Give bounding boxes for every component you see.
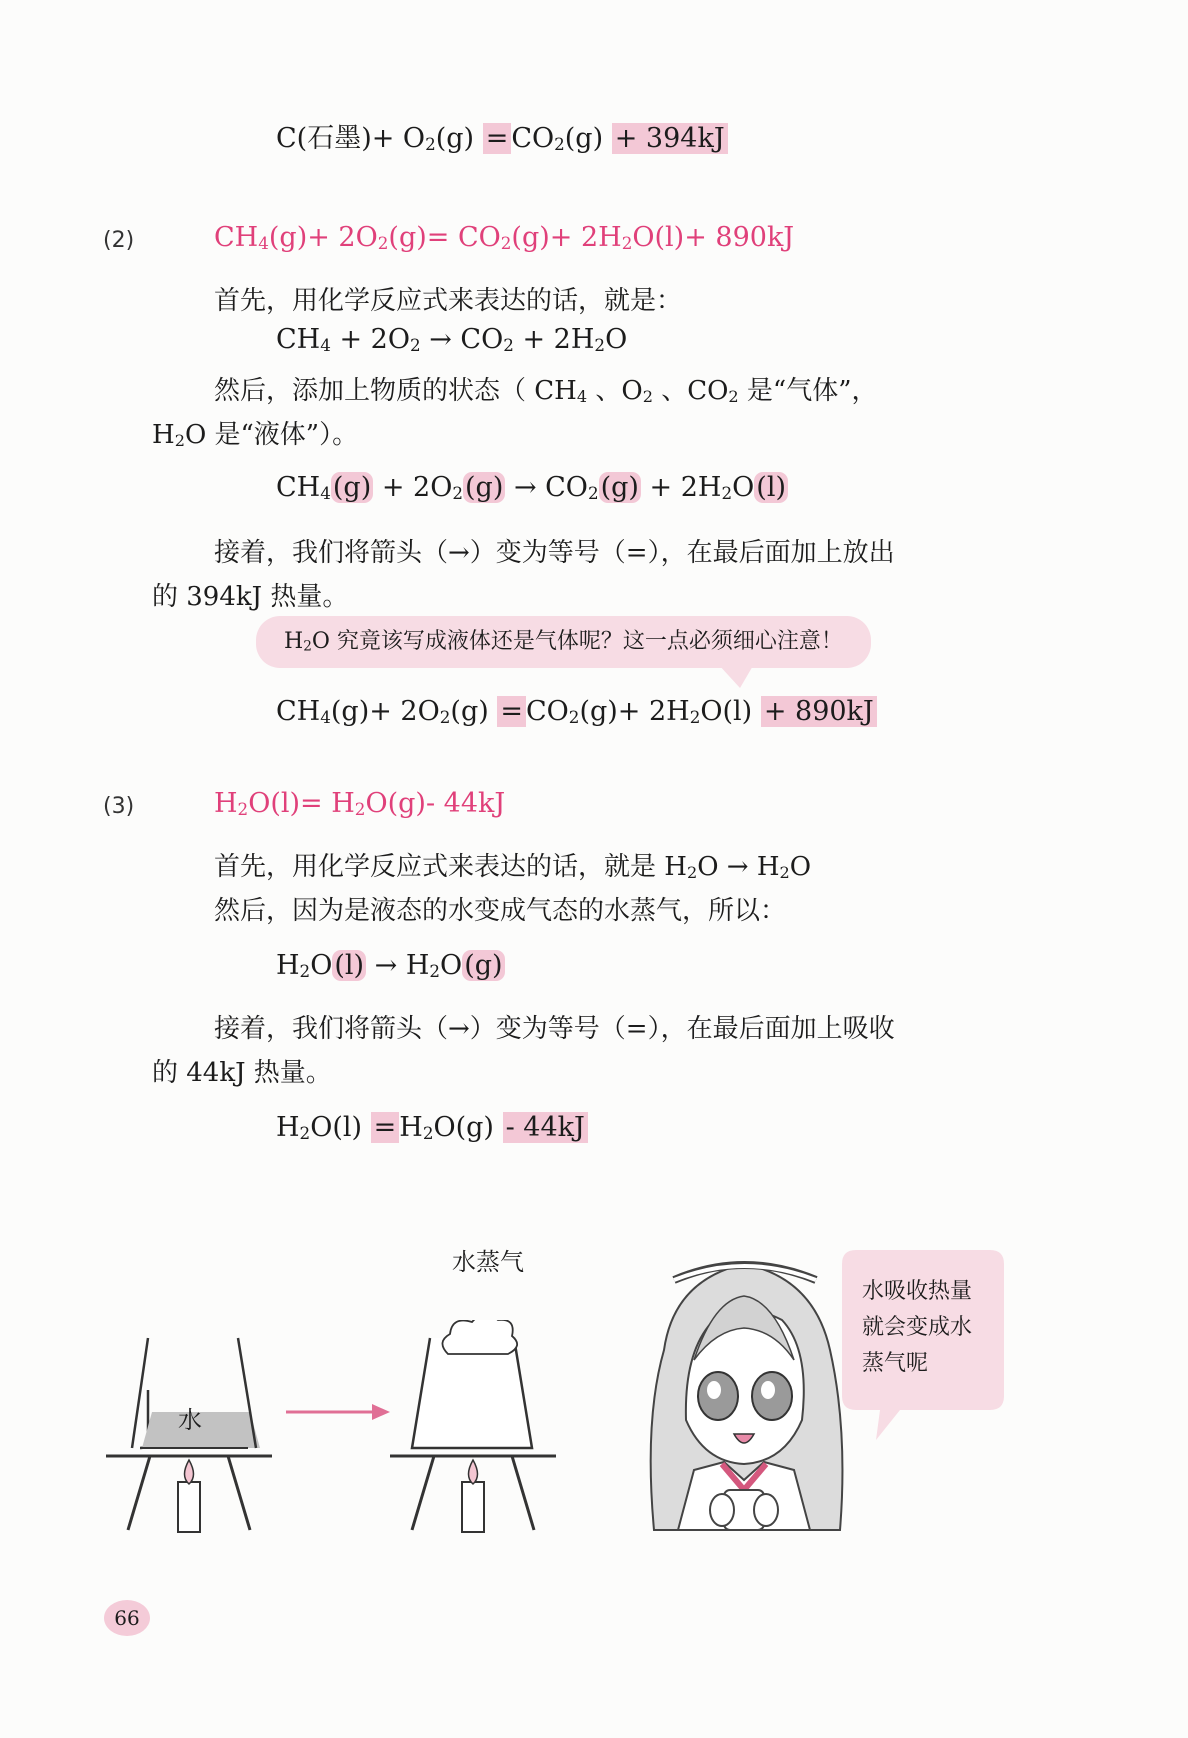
state-highlight: (g)	[465, 472, 504, 503]
paragraph: 首先，用化学反应式来表达的话，就是：	[214, 286, 683, 316]
speech-bubble-text	[862, 1274, 972, 1382]
state-highlight: (g)	[600, 472, 639, 503]
water-label: 水	[178, 1406, 202, 1434]
character-illustration	[634, 1240, 854, 1532]
beaker-illustration	[100, 1320, 580, 1540]
eq-sub: 2	[554, 134, 565, 154]
equals-highlight: =	[483, 123, 512, 154]
eq-part: (g)	[435, 123, 475, 154]
section-title: $H_2O(l)= H_2O(g)-$ 44kJ	[214, 788, 506, 819]
section-title: $CH_4(g)+ 2O_2(g)= CO_2(g)+ 2H_2O(l)+ 890kJ$	[214, 222, 795, 253]
speech-line: 水吸收热量	[862, 1279, 973, 1304]
equation-states: $H_2O(l) \to H_2O(g)$	[276, 950, 503, 981]
paragraph: 接着，我们将箭头（→）变为等号（=），在最后面加上吸收	[214, 1014, 895, 1044]
page-number: 66	[104, 1600, 150, 1636]
steam-label: 水蒸气	[452, 1248, 524, 1276]
equation-states: $CH_4(g) + 2O_2(g) \to CO_2(g) + 2H_2O(l)$	[276, 472, 786, 503]
paragraph: 的 394kJ 热量。	[152, 582, 349, 612]
eq-part: (g)	[564, 123, 604, 154]
paragraph: 然后，添加上物质的状态（ $CH_4$ 、$O_2$ 、$CO_2$ 是“气体”，	[214, 376, 878, 406]
paragraph: 的 44kJ 热量。	[152, 1058, 332, 1088]
equation-top	[276, 116, 728, 155]
paragraph: $H_2O$ 是“液体”）。	[152, 420, 359, 450]
section-number: (2)	[103, 228, 135, 253]
heat-highlight: - 44kJ	[503, 1112, 588, 1143]
heat-highlight: + 394kJ	[612, 123, 728, 154]
speech-line: 蒸气呢	[862, 1351, 929, 1376]
tip-bubble: $H_2O$ 究竟该写成液体还是气体呢？这一点必须细心注意！	[256, 616, 871, 668]
state-highlight: (l)	[334, 950, 365, 981]
paragraph: 首先，用化学反应式来表达的话，就是 $H_2O \to H_2O$	[214, 852, 812, 882]
eq-sub: 2	[425, 134, 436, 154]
equation-final: $CH_4(g)+ 2O_2(g) = CO_2(g)+ 2H_2O(l) + 890kJ$	[276, 696, 877, 727]
eq-part: C(石墨)+ O	[276, 123, 426, 154]
speech-line: 就会变成水	[862, 1315, 973, 1340]
equation-final: $H_2O(l) = H_2O(g) - 44kJ$	[276, 1112, 588, 1143]
paragraph: 然后，因为是液态的水变成气态的水蒸气，所以：	[214, 896, 787, 926]
state-highlight: (l)	[756, 472, 786, 503]
state-highlight: (g)	[464, 950, 503, 981]
equals-highlight: =	[371, 1112, 400, 1143]
equals-highlight: =	[497, 696, 526, 727]
state-highlight: (g)	[332, 472, 372, 503]
eq-part: CO	[511, 123, 555, 154]
section-number: (3)	[103, 794, 135, 819]
paragraph: 接着，我们将箭头（→）变为等号（=），在最后面加上放出	[214, 538, 895, 568]
heat-highlight: + 890kJ	[761, 696, 877, 727]
tip-bubble-tail	[718, 664, 754, 690]
equation: $CH_4 + 2O_2 \to CO_2 + 2H_2O$	[276, 324, 628, 355]
